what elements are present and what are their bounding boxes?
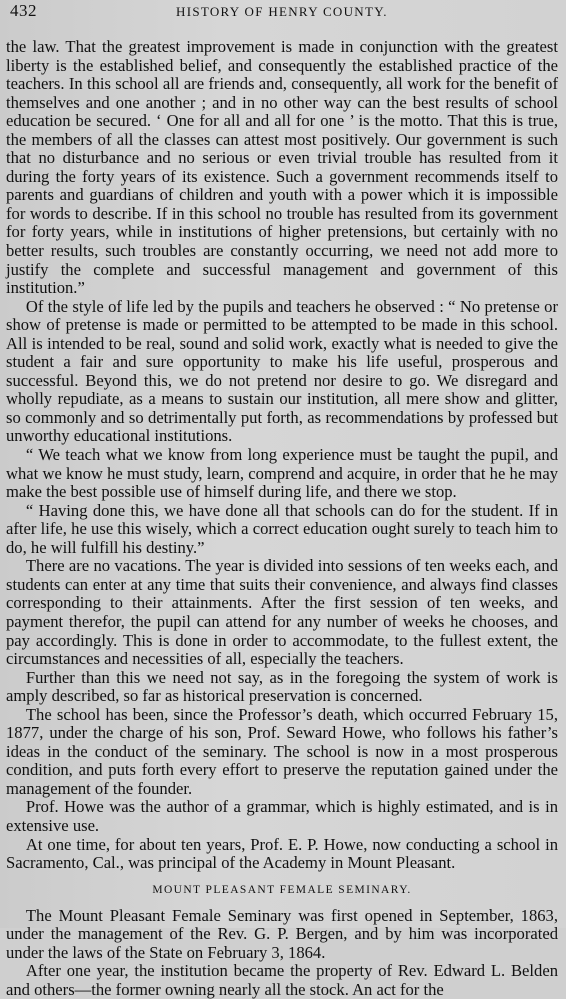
page-header xyxy=(6,0,558,38)
body-text xyxy=(6,38,558,999)
page-number: 432 xyxy=(10,1,37,20)
paragraph-5: There are no vacations. The year is divided into sessions of ten weeks each, and students can enter at any time that suits their convenience, and always find classes corresponding to their attainments. After the first session of ten weeks, and payment therefor, the pupil can attend for any number of weeks he chooses, and pay accordingly. This is done in order to accommodate, to the fullest extent, the circumstances and necessities of all, especially the teachers. xyxy=(6,556,558,669)
paragraph-3: “ We teach what we know from long experience must be taught the pupil, and what we know he must study, learn, comprend and acquire, in order that he he may make the best possible use of himself during life, and there we stop. xyxy=(6,445,558,502)
paragraph-8: Prof. Howe was the author of a grammar, which is highly estimated, and is in extensive use. xyxy=(6,797,558,835)
paragraph-7: The school has been, since the Professor’s death, which occurred February 15, 1877, under the charge of his son, Prof. Seward Howe, who follows his father’s ideas in the conduct of the seminary. The school is now in a most prosperous condition, and puts forth every effort to preserve the reputation gained under the management of the founder. xyxy=(6,704,558,798)
paragraph-2: Of the style of life led by the pupils and teachers he observed : “ No pretense or show of pretense is made or permitted to be attempted to be made in this school. All is intended to be real, sound and solid work, exactly what is needed to give the student a fair and sure opportunity to make his life useful, prosperous and successful. Beyond this, we do not pretend nor desire to go. We disregard and wholly repudiate, as a means to sustain our institution, all mere show and glitter, so commonly and so detrimentally put forth, as recommendations by professed but unworthy educational institutions. xyxy=(6,296,558,446)
running-head: HISTORY OF HENRY COUNTY. xyxy=(176,4,388,19)
paragraph-6: Further than this we need not say, as in the foregoing the system of work is amply described, so far as historical preservation is concerned. xyxy=(6,667,558,706)
paragraph-1: the law. That the greatest improvement is made in conjunction with the greatest liberty is the established belief, and consequently the established practice of the teachers. In this school all are friends and, consequently, all work for the benefit of themselves and one another ; and in no other way can the best results of school education be secured. ‘ One for all and all for one ’ is the motto. That this is true, the members of all the classes can attest most positively. Our government is such that no disturbance and no serious or even trivial trouble has resulted from it during the forty years of its existence. Such a government recommends itself to parents and guardians of children and youth with a power which it is impossible for words to describe. If in this school no trouble has resulted from its government for forty years, while in institutions of higher pretensions, but certainly with no better results, such troubles are constantly occurring, we need not add more to justify the complete and successful management and government of this institution.” xyxy=(6,37,558,298)
paragraph-9: At one time, for about ten years, Prof. E. P. Howe, now conducting a school in Sacramento, Cal., was principal of the Academy in Mount Pleasant. xyxy=(6,834,558,873)
paragraph-4: “ Having done this, we have done all that schools can do for the student. If in after life, he use this wisely, which a correct education ought surely to teach him to do, he will fulfill his destiny.” xyxy=(6,500,558,557)
section-heading: MOUNT PLEASANT FEMALE SEMINARY. xyxy=(152,883,412,896)
paragraph-10: The Mount Pleasant Female Seminary was first opened in September, 1863, under the management of the Rev. G. P. Bergen, and by him was incorporated under the laws of the State on February 3, 1864. xyxy=(6,905,558,962)
paragraph-11: After one year, the institution became the property of Rev. Edward L. Belden and others—the former owning nearly all the stock. An act for the xyxy=(6,961,558,999)
